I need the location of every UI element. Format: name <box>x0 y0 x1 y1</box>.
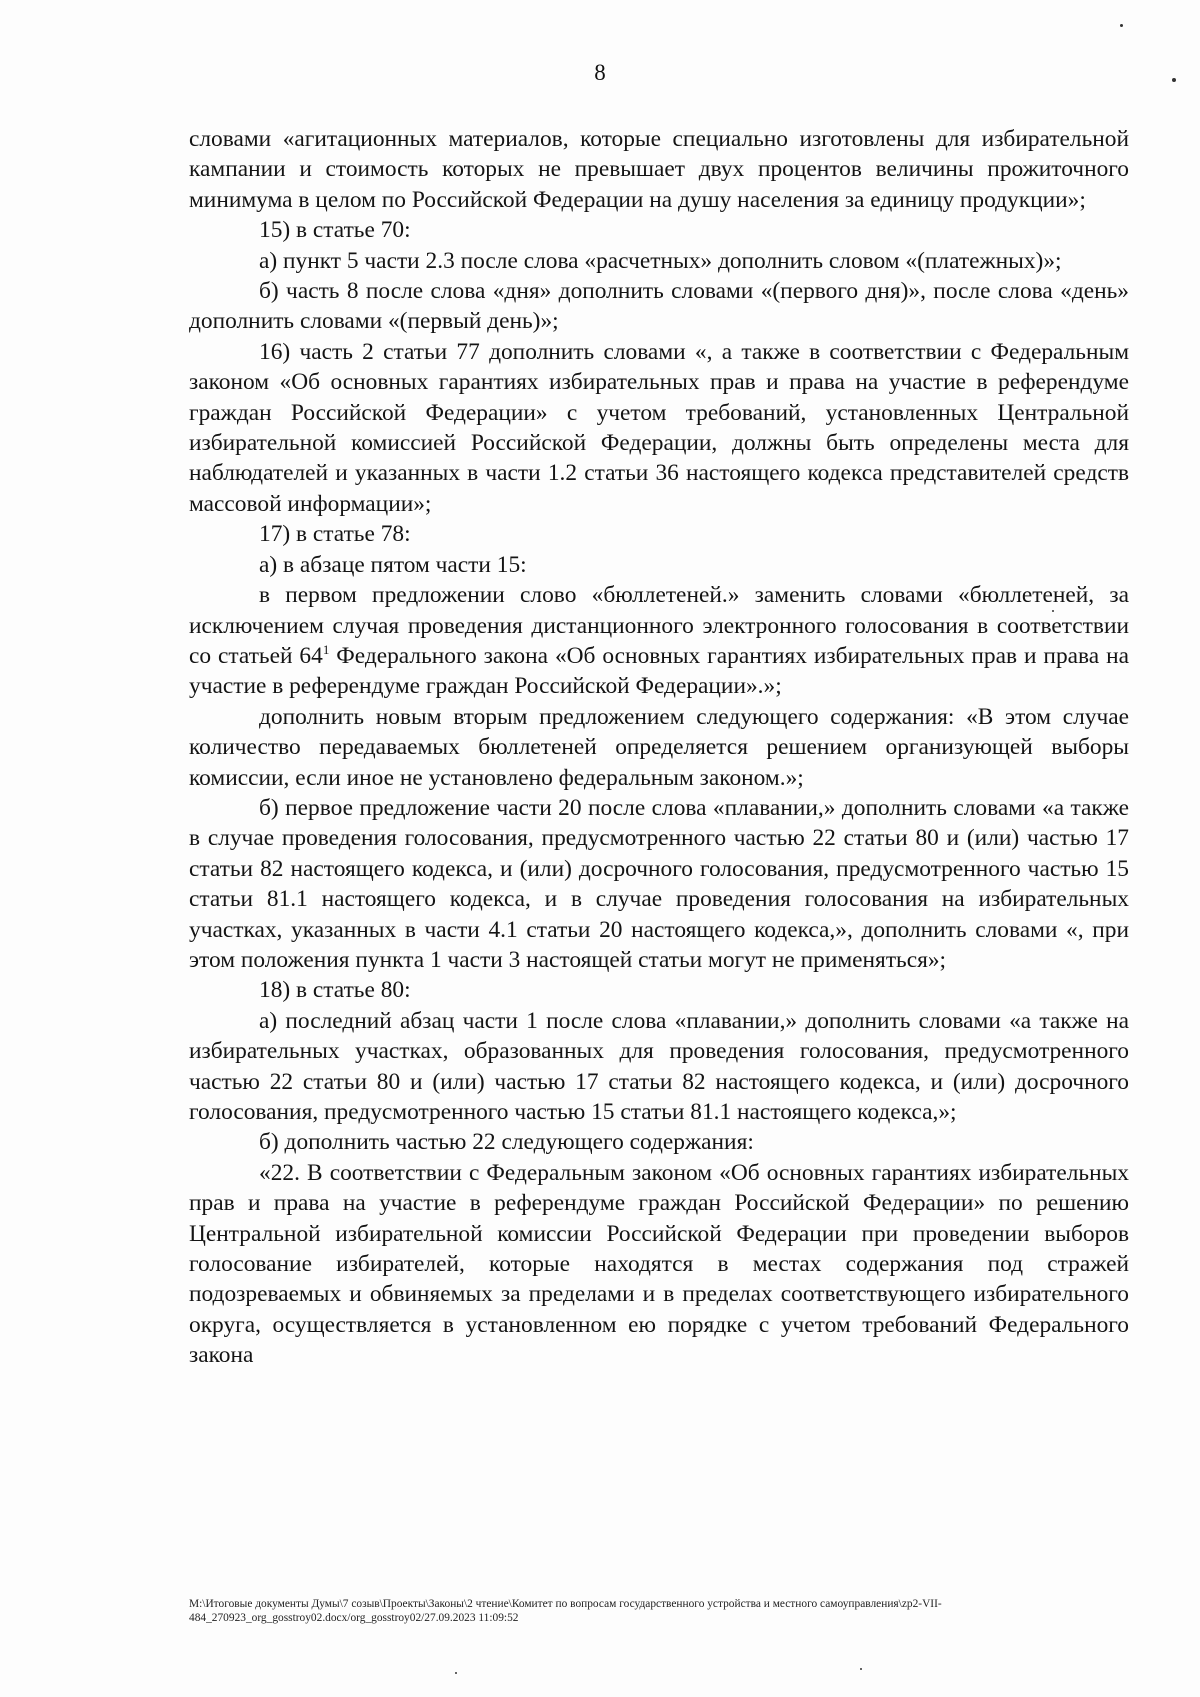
paragraph-text: Федерального закона «Об основных гарантиях избирательных прав и права на участие в референдуме граждан Российской Федерации».»; <box>189 642 1129 700</box>
paragraph: а) в абзаце пятом части 15: <box>259 551 527 578</box>
paragraph: 17) в статье 78: <box>259 521 411 548</box>
paragraph: а) последний абзац части 1 после слова «плавании,» дополнить словами «а также на избирательных участках, образованных для проведения голосования, предусмотренного частью 22 статьи 80 и (или) частью 17 статьи 82 настоящего кодекса, и (или) досрочного голосования, предусмотренного частью 15 статьи 81.1 настоящего кодекса,»; <box>189 1007 1129 1125</box>
paragraph: словами «агитационных материалов, которые специально изготовлены для избирательной кампании и стоимость которых не превышает двух процентов величины прожиточного минимума в целом по Российской Федерации на душу населения за единицу продукции»; <box>189 126 1129 213</box>
paragraph: б) часть 8 после слова «дня» дополнить словами «(первого дня)», после слова «день» дополнить словами «(первый день)»; <box>189 278 1129 335</box>
superscript: 1 <box>322 642 330 658</box>
paragraph: а) пункт 5 части 2.3 после слова «расчетных» дополнить словом «(платежных)»; <box>259 247 1062 274</box>
paragraph-text: в первом предложении слово «бюллетеней.» заменить словами «бюллетеней, за исключением случая проведения дистанционного электронного голосования в соответствии со статьей 64 <box>189 582 1129 669</box>
paragraph: 15) в статье 70: <box>259 217 411 244</box>
scan-speck <box>1120 24 1123 27</box>
paragraph: б) первое предложение части 20 после слова «плавании,» дополнить словами «а также в случае проведения голосования, предусмотренного частью 22 статьи 80 и (или) частью 17 статьи 82 настоящего кодекса, и (или) досрочного голосования, предусмотренного частью 15 статьи 81.1 настоящего кодекса, и в случае проведения голосования на избирательных участках, указанных в части 4.1 статьи 20 настоящего кодекса,», дополнить словами «, при этом положения пункта 1 части 3 настоящей статьи могут не применяться»; <box>189 794 1129 973</box>
footer-line: M:\Итоговые документы Думы\7 созыв\Проекты\Законы\2 чтение\Комитет по вопросам государственного устройства и местного самоуправления\zp2-VII- <box>189 1598 942 1610</box>
document-body <box>189 124 1129 1371</box>
footer-line: 484_270923_org_gosstroy02.docx/org_gosstroy02/27.09.2023 11:09:52 <box>189 1612 519 1624</box>
scan-speck <box>455 1672 457 1674</box>
page-number: 8 <box>594 60 606 85</box>
scan-speck <box>1172 78 1176 82</box>
paragraph: 18) в статье 80: <box>259 977 411 1004</box>
paragraph: дополнить новым вторым предложением следующего содержания: «В этом случае количество передаваемых бюллетеней определяется решением организующей выборы комиссии, если иное не установлено федеральным законом.»; <box>189 703 1129 791</box>
paragraph: 16) часть 2 статьи 77 дополнить словами «, а также в соответствии с Федеральным законом «Об основных гарантиях избирательных прав и права на участие в референдуме граждан Российской Федерации» с учетом требований, установленных Центральной избирательной комиссией Российской Федерации, должны быть определены места для наблюдателей и указанных в части 1.2 статьи 36 настоящего кодекса представителей средств массовой информации»; <box>189 338 1129 517</box>
scan-speck <box>1052 610 1054 612</box>
paragraph: б) дополнить частью 22 следующего содержания: <box>259 1129 754 1156</box>
paragraph: «22. В соответствии с Федеральным законом «Об основных гарантиях избирательных прав и права на участие в референдуме граждан Российской Федерации» по решению Центральной избирательной комиссии Российской Федерации при проведении выборов голосование избирателей, которые находятся в местах содержания под стражей подозреваемых и обвиняемых за пределами и в пределах соответствующего избирательного округа, осуществляется в установленном ею порядке с учетом требований Федерального закона <box>189 1159 1129 1369</box>
paragraph-with-superscript <box>189 580 1129 702</box>
file-path-footer <box>189 1597 1134 1625</box>
scan-speck <box>860 1668 862 1670</box>
